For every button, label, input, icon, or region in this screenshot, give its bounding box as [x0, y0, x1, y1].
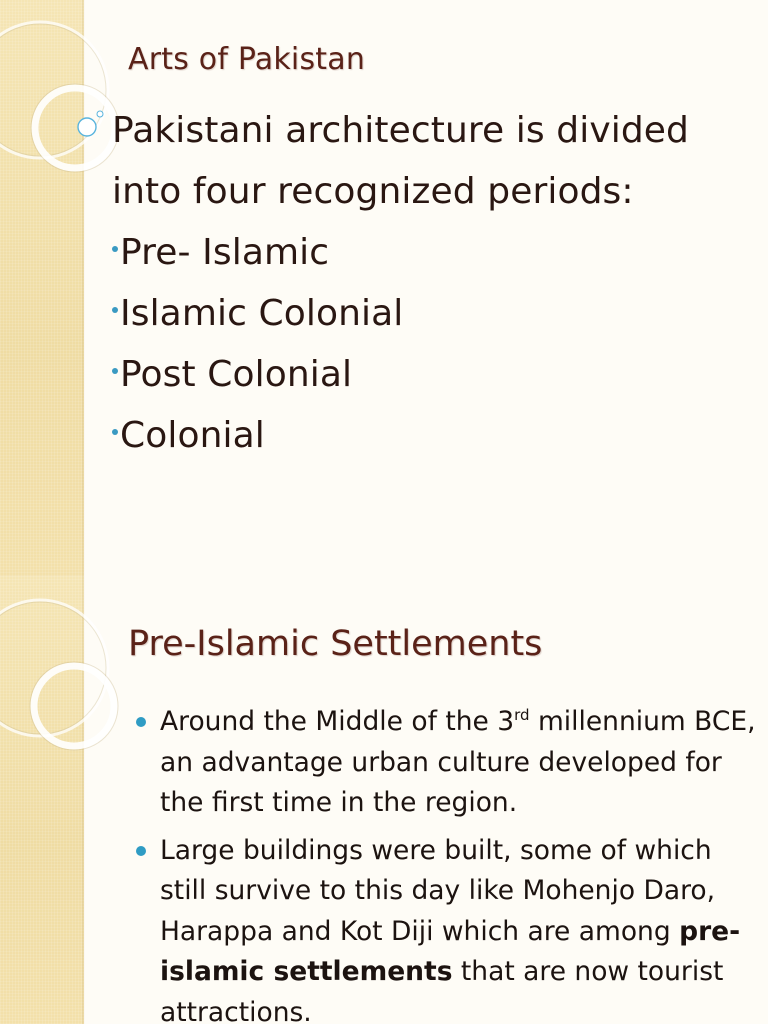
period-item — [112, 405, 752, 466]
decorative-ring — [34, 666, 114, 746]
period-label: Pre- Islamic — [120, 232, 330, 273]
period-item — [112, 222, 752, 283]
bullet-1-superscript: rd — [514, 706, 530, 725]
bullet-dot-icon — [112, 368, 118, 374]
bullet-1-text-start: Around the Middle of the 3 — [160, 706, 515, 737]
bullet-dot-icon — [112, 307, 118, 313]
bullet-item — [136, 702, 756, 824]
period-label: Colonial — [120, 415, 265, 456]
slide-2-title: Pre-Islamic Settlements — [128, 624, 543, 664]
bullet-dot-icon — [136, 846, 146, 856]
bullet-dot-icon — [112, 246, 118, 252]
periods-list — [112, 222, 752, 466]
period-label: Post Colonial — [120, 354, 353, 395]
slide-2 — [0, 576, 768, 1024]
slide-1-intro-text: Pakistani architecture is divided into four recognized periods: — [112, 110, 689, 212]
decorative-ring — [35, 88, 115, 168]
bullet-2-text-end: that are now tourist attractions. — [160, 956, 724, 1024]
decorative-ring — [30, 662, 118, 750]
slide-1-title: Arts of Pakistan — [128, 42, 366, 77]
bullet-dot-icon — [136, 717, 146, 727]
settlements-bullet-list — [136, 702, 756, 1024]
period-item — [112, 283, 752, 344]
decorative-ring — [31, 84, 119, 172]
period-item — [112, 344, 752, 405]
slide-1-body — [112, 100, 752, 466]
bullet-dot-icon — [112, 429, 118, 435]
bullet-item — [136, 831, 756, 1024]
decorative-ring — [97, 111, 103, 117]
bullet-1-text-end: millennium BCE, an advantage urban culture developed for the first time in the region. — [160, 706, 756, 818]
bullet-2-bold-text: pre-islamic settlements — [160, 915, 741, 987]
period-label: Islamic Colonial — [120, 293, 404, 334]
decorative-ring — [78, 118, 96, 136]
bullet-2-text-start: Large buildings were built, some of which still survive to this day like Mohenjo Daro, Harappa and Kot Diji which are among — [160, 834, 716, 947]
